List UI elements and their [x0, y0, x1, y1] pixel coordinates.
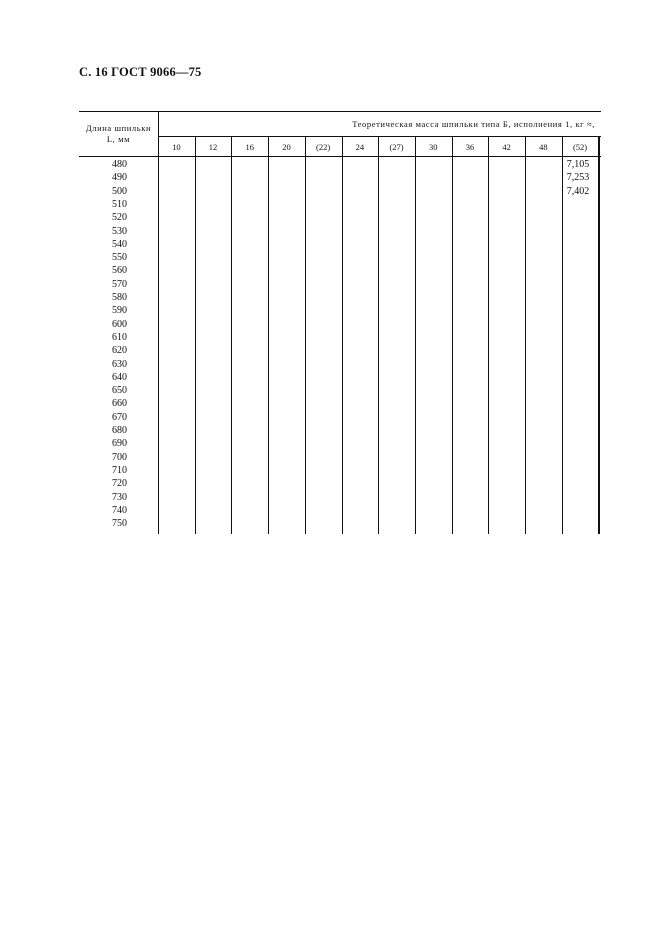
- length-value: 670: [112, 411, 127, 423]
- column-divider: [562, 136, 563, 534]
- length-value: 500: [112, 185, 127, 197]
- mass-value: 7,253: [566, 172, 590, 184]
- length-value: 680: [112, 425, 127, 436]
- length-value: 570: [112, 278, 127, 290]
- column-divider: [525, 136, 526, 534]
- column-divider: [452, 136, 453, 534]
- diameter-header: 36: [465, 142, 475, 152]
- length-header-line2: L, мм: [106, 134, 131, 144]
- length-header: [79, 123, 158, 145]
- page-header: С. 16 ГОСТ 9066—75: [79, 65, 202, 79]
- diameter-header: 48: [539, 142, 548, 152]
- length-value: 560: [112, 265, 127, 277]
- column-divider: [598, 136, 600, 534]
- length-value: 650: [112, 385, 127, 397]
- diameter-header: (27): [389, 142, 404, 152]
- column-divider: [231, 136, 232, 534]
- diameter-header: (22): [316, 142, 331, 152]
- length-value: 540: [112, 238, 127, 250]
- diameter-header: (52): [572, 142, 588, 152]
- length-value: 720: [112, 478, 127, 490]
- length-value: 610: [112, 331, 127, 343]
- diameter-header: 42: [502, 142, 511, 152]
- column-divider: [268, 136, 269, 534]
- column-divider: [415, 136, 416, 534]
- length-value: 630: [112, 358, 127, 370]
- length-value: 620: [112, 345, 127, 357]
- length-value: 530: [112, 225, 127, 237]
- mass-header: Теоретическая масса шпильки типа Б, исполнения 1, кг ≈,: [352, 119, 595, 129]
- diameter-header: 30: [428, 142, 438, 152]
- length-header-line1: Длина шпильки: [85, 123, 152, 133]
- length-value: 710: [112, 464, 127, 476]
- length-value: 740: [112, 504, 127, 516]
- column-divider: [305, 136, 306, 534]
- length-value: 510: [112, 198, 127, 210]
- mass-value: 7,105: [566, 159, 590, 170]
- diameter-header: 24: [355, 142, 365, 152]
- diameter-header: 20: [282, 142, 291, 152]
- length-value: 700: [112, 451, 127, 463]
- mass-value: 7,402: [566, 185, 590, 197]
- length-value: 600: [112, 318, 127, 330]
- column-divider: [158, 111, 159, 534]
- length-value: 660: [112, 398, 127, 410]
- length-value: 730: [112, 491, 127, 503]
- length-value: 750: [112, 518, 127, 530]
- length-value: 550: [112, 252, 127, 264]
- length-value: 690: [112, 438, 127, 450]
- column-divider: [195, 136, 196, 534]
- length-value: 480: [112, 159, 127, 170]
- length-value: 580: [112, 292, 127, 303]
- column-divider: [342, 136, 343, 534]
- diameter-header: 12: [208, 142, 218, 152]
- length-value: 590: [112, 305, 127, 317]
- column-divider: [378, 136, 379, 534]
- mass-header-divider: [158, 136, 601, 137]
- column-divider: [488, 136, 489, 534]
- diameter-header: 10: [172, 142, 181, 152]
- diameter-header: 16: [245, 142, 254, 152]
- mass-table: [79, 111, 616, 534]
- length-value: 490: [112, 172, 127, 184]
- length-value: 640: [112, 371, 127, 383]
- length-value: 520: [112, 212, 127, 224]
